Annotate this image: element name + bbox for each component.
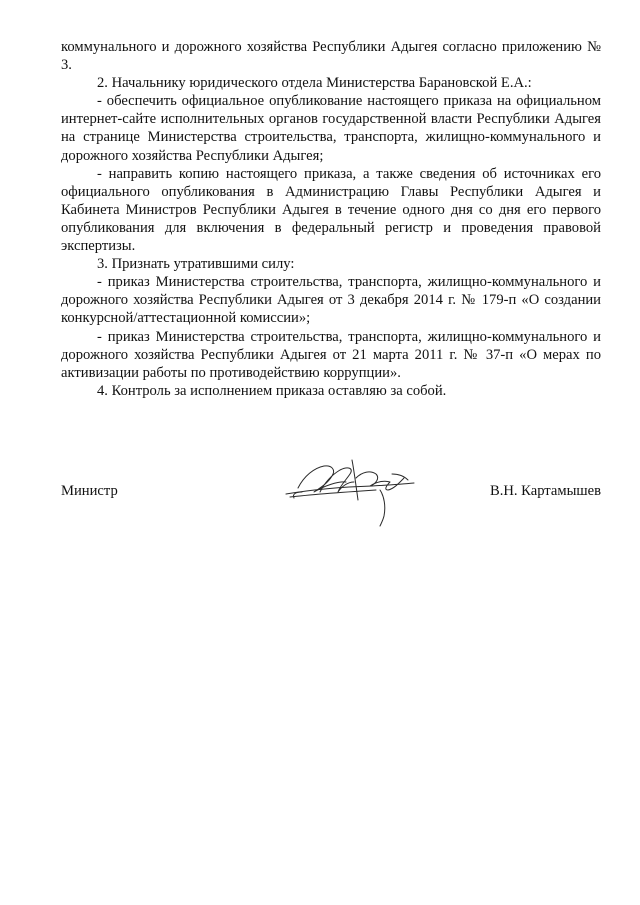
paragraph-continuation: коммунального и дорожного хозяйства Республики Адыгея согласно приложению № 3. xyxy=(61,39,601,74)
document-body xyxy=(61,38,601,400)
paragraph-item-3: 3. Признать утратившими силу: xyxy=(97,256,295,273)
paragraph-repeal-order-179: - приказ Министерства строительства, транспорта, жилищно-коммунального и дорожного хозяйства Республики Адыгея от 3 декабря 2014 г. № 179-п «О создании конкурсной/аттестационной комиссии»; xyxy=(61,274,601,327)
handwritten-signature xyxy=(280,456,430,528)
paragraph-repeal-order-37: - приказ Министерства строительства, транспорта, жилищно-коммунального и дорожного хозяйства Республики Адыгея от 21 марта 2011 г. № 37-п «О мерах по активизации работы по противодействию коррупции». xyxy=(61,328,601,381)
paragraph-item-4: 4. Контроль за исполнением приказа оставляю за собой. xyxy=(97,382,447,399)
paragraph-publication-duty: - обеспечить официальное опубликование настоящего приказа на официальном интернет-сайте исполнительных органов государственной власти Республики Адыгея на странице Министерства строительства, транспорта, жилищно-коммунального и дорожного хозяйства Республики Адыгея; xyxy=(61,93,601,164)
signatory-name: В.Н. Картамышев xyxy=(489,483,601,499)
signatory-title: Министр xyxy=(61,483,118,499)
paragraph-copy-duty: - направить копию настоящего приказа, а также сведения об источниках его официального опубликования в Администрацию Главы Республики Адыгея и Кабинета Министров Республики Адыгея в течение одного дня со дня его первого опубликования для включения в федеральный регистр и проведения правовой экспертизы. xyxy=(61,165,601,255)
paragraph-item-2: 2. Начальнику юридического отдела Министерства Барановской Е.А.: xyxy=(97,75,532,92)
